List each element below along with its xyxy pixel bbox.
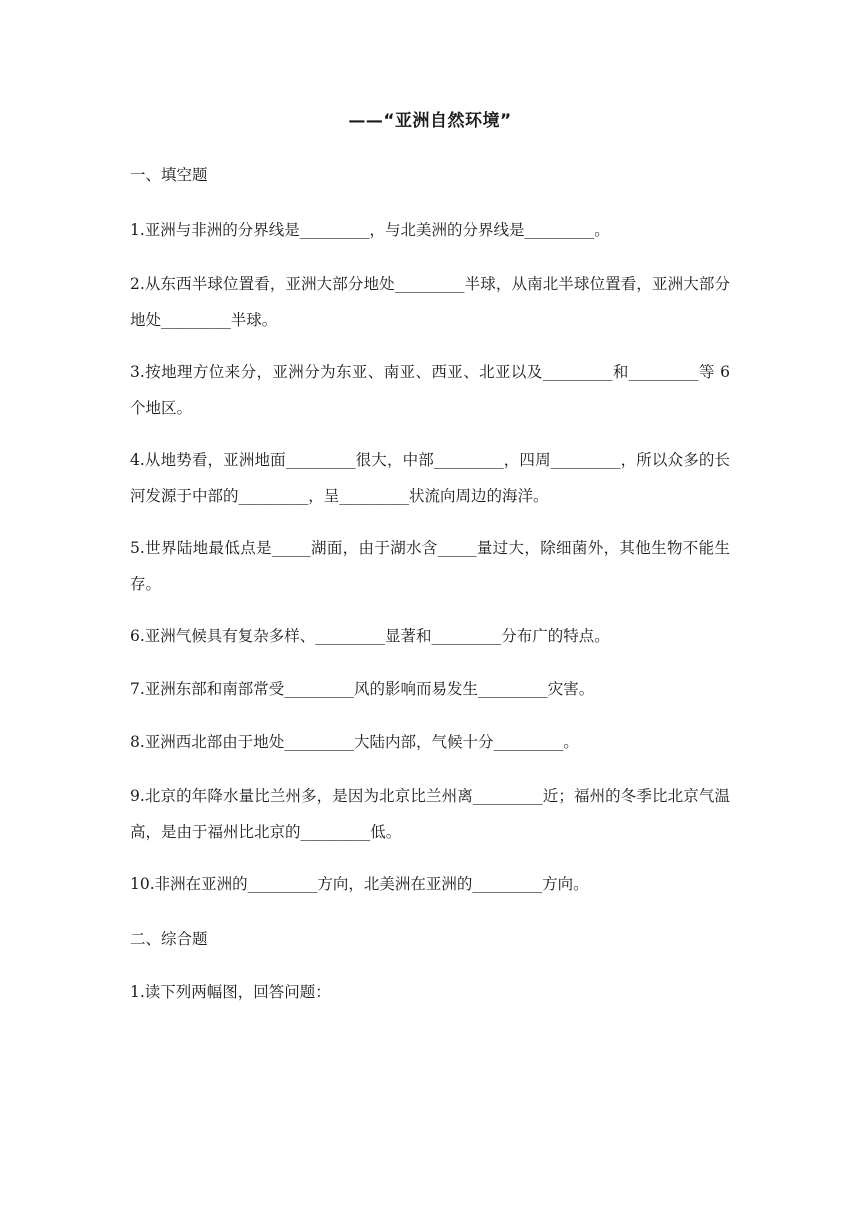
question-6: 6.亚洲气候具有复杂多样、_________显著和_________分布广的特点。 (130, 627, 610, 645)
question-4: 4.从地势看，亚洲地面_________很大，中部_________，四周_________，所以众多的长河发源于中部的_________，呈_________状流向周边的海洋。 (130, 451, 730, 505)
question-8: 8.亚洲西北部由于地处_________大陆内部，气候十分_________。 (130, 733, 579, 751)
section-heading-fill-in: 一、填空题 (130, 166, 208, 184)
question-10: 10.非洲在亚洲的_________方向，北美洲在亚洲的_________方向。 (130, 875, 589, 893)
page-title: ——“亚洲自然环境” (348, 111, 512, 131)
question-2: 2.从东西半球位置看，亚洲大部分地处_________半球，从南北半球位置看，亚洲大部分地处_________半球。 (130, 275, 730, 329)
question-5: 5.世界陆地最低点是_____湖面，由于湖水含_____量过大，除细菌外，其他生物不能生存。 (130, 539, 730, 593)
question-7: 7.亚洲东部和南部常受_________风的影响而易发生_________灾害。 (130, 680, 595, 698)
question-9: 9.北京的年降水量比兰州多，是因为北京比兰州离_________近；福州的冬季比北京气温高，是由于福州比北京的_________低。 (130, 787, 730, 841)
comprehensive-question-1: 1.读下列两幅图，回答问题： (130, 983, 331, 1001)
section-heading-comprehensive: 二、综合题 (130, 930, 208, 948)
question-3: 3.按地理方位来分，亚洲分为东亚、南亚、西亚、北亚以及_________和_________等 6 个地区。 (130, 363, 730, 417)
question-1: 1.亚洲与非洲的分界线是_________，与北美洲的分界线是_________。 (130, 221, 610, 239)
